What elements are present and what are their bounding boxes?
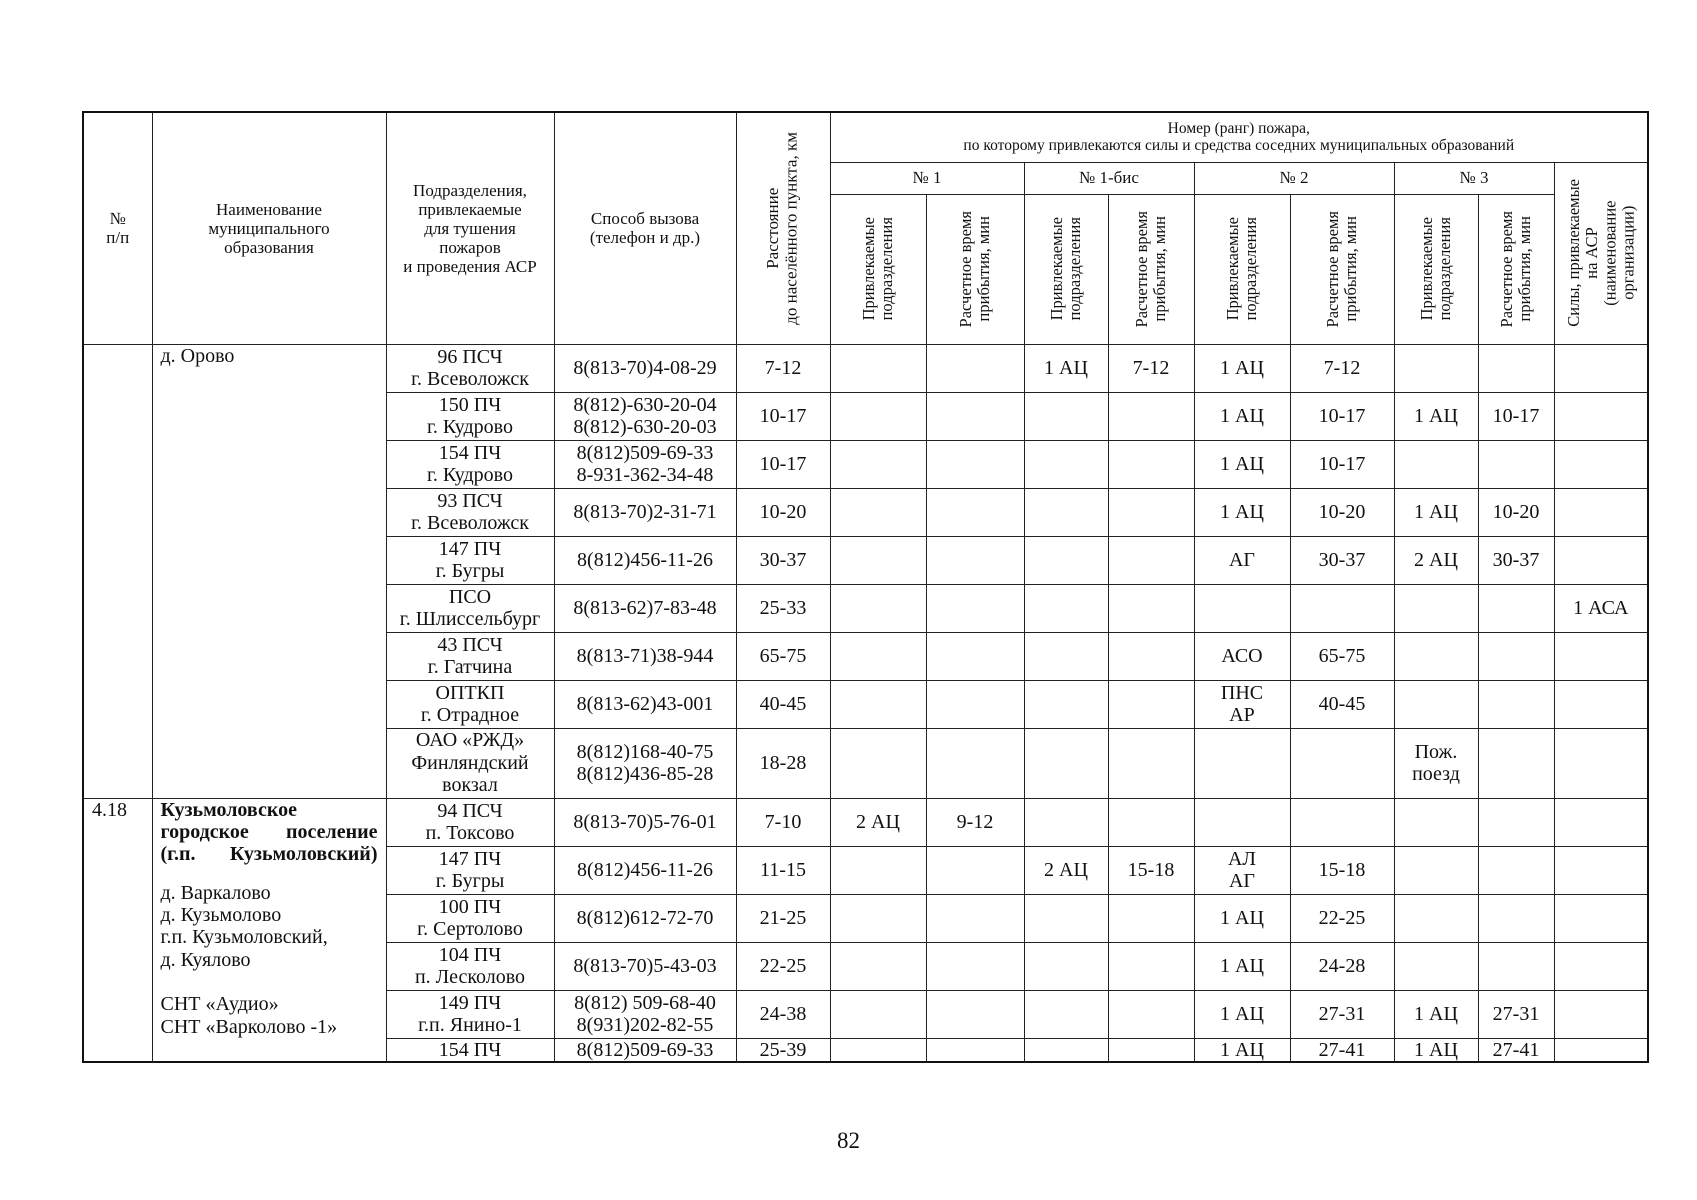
phone-cell: 8(812)-630-20-04 8(812)-630-20-03 bbox=[554, 392, 736, 440]
rank1-units-cell bbox=[830, 488, 926, 536]
rank1-units-cell bbox=[830, 632, 926, 680]
rank2-time-cell: 40-45 bbox=[1290, 680, 1394, 728]
unit-cell: 96 ПСЧ г. Всеволожск bbox=[386, 344, 554, 392]
phone-cell: 8(812)509-69-33 8-931-362-34-48 bbox=[554, 440, 736, 488]
rank1bis-units-cell bbox=[1024, 536, 1108, 584]
rank2-time-cell: 22-25 bbox=[1290, 894, 1394, 942]
rank1-time-cell bbox=[926, 894, 1024, 942]
rank2-units-cell: 1 АЦ bbox=[1194, 942, 1290, 990]
rank1-time-cell bbox=[926, 680, 1024, 728]
rank3-time-cell bbox=[1478, 680, 1554, 728]
rank1bis-time-cell bbox=[1108, 728, 1194, 798]
rank2-units-cell: 1 АЦ bbox=[1194, 392, 1290, 440]
asr-forces-cell bbox=[1554, 990, 1648, 1038]
rank3-time-cell: 27-41 bbox=[1478, 1038, 1554, 1062]
rank2-time-cell: 24-28 bbox=[1290, 942, 1394, 990]
rank1bis-time-cell bbox=[1108, 990, 1194, 1038]
header-rank-3: № 3 bbox=[1394, 162, 1554, 194]
row-number: 4.18 bbox=[83, 798, 152, 1062]
municipality-cell bbox=[152, 344, 386, 798]
phone-cell: 8(812)456-11-26 bbox=[554, 846, 736, 894]
rank1bis-time-cell: 15-18 bbox=[1108, 846, 1194, 894]
rank1-time-cell bbox=[926, 1038, 1024, 1062]
asr-forces-cell: 1 АСА bbox=[1554, 584, 1648, 632]
rank2-units-cell: 1 АЦ bbox=[1194, 1038, 1290, 1062]
distance-cell: 18-28 bbox=[736, 728, 830, 798]
rank2-time-cell bbox=[1290, 798, 1394, 846]
rank3-time-cell bbox=[1478, 942, 1554, 990]
rank2-units-cell: 1 АЦ bbox=[1194, 488, 1290, 536]
unit-cell: 154 ПЧ г. Кудрово bbox=[386, 440, 554, 488]
rank2-time-cell: 10-17 bbox=[1290, 392, 1394, 440]
rank3-units-cell: Пож. поезд bbox=[1394, 728, 1478, 798]
rank3-time-cell bbox=[1478, 584, 1554, 632]
rank1-units-cell bbox=[830, 846, 926, 894]
rank3-time-cell: 10-17 bbox=[1478, 392, 1554, 440]
unit-cell: ОПТКП г. Отрадное bbox=[386, 680, 554, 728]
unit-cell: 154 ПЧ bbox=[386, 1038, 554, 1062]
fire-forces-table bbox=[82, 111, 1649, 1063]
rank1bis-time-cell bbox=[1108, 1038, 1194, 1062]
rank1-units-cell bbox=[830, 728, 926, 798]
rank3-units-cell: 1 АЦ bbox=[1394, 488, 1478, 536]
row-number-empty bbox=[83, 344, 152, 798]
rank3-units-cell: 1 АЦ bbox=[1394, 392, 1478, 440]
rank1bis-time-cell bbox=[1108, 440, 1194, 488]
table-row bbox=[83, 798, 1648, 846]
rank3-time-cell: 27-31 bbox=[1478, 990, 1554, 1038]
rank1-units-cell bbox=[830, 990, 926, 1038]
header-rank1bis-units: Привлекаемые подразделения bbox=[1024, 194, 1108, 344]
rank1bis-units-cell bbox=[1024, 440, 1108, 488]
phone-cell: 8(812)456-11-26 bbox=[554, 536, 736, 584]
rank1bis-units-cell bbox=[1024, 680, 1108, 728]
rank1-time-cell bbox=[926, 990, 1024, 1038]
phone-cell: 8(813-70)2-31-71 bbox=[554, 488, 736, 536]
settlement-list: д. Варкалово д. Кузьмолово г.п. Кузьмоловский, д. Куялово bbox=[160, 881, 328, 971]
rank3-time-cell bbox=[1478, 728, 1554, 798]
rank1-time-cell bbox=[926, 846, 1024, 894]
rank1bis-time-cell bbox=[1108, 798, 1194, 846]
asr-forces-cell bbox=[1554, 942, 1648, 990]
rank1bis-units-cell bbox=[1024, 1038, 1108, 1062]
distance-cell: 25-33 bbox=[736, 584, 830, 632]
rank2-time-cell: 65-75 bbox=[1290, 632, 1394, 680]
header-asr-forces: Силы, привлекаемые на АСР (наименование организации) bbox=[1554, 162, 1648, 344]
distance-cell: 22-25 bbox=[736, 942, 830, 990]
rank1bis-time-cell bbox=[1108, 942, 1194, 990]
rank2-units-cell: АСО bbox=[1194, 632, 1290, 680]
header-call-method: Способ вызова (телефон и др.) bbox=[554, 112, 736, 344]
header-rank1-time: Расчетное время прибытия, мин bbox=[926, 194, 1024, 344]
asr-forces-cell bbox=[1554, 488, 1648, 536]
rank1-time-cell bbox=[926, 584, 1024, 632]
phone-cell: 8(813-62)7-83-48 bbox=[554, 584, 736, 632]
phone-cell: 8(813-70)5-76-01 bbox=[554, 798, 736, 846]
rank1-time-cell bbox=[926, 632, 1024, 680]
rank3-units-cell bbox=[1394, 440, 1478, 488]
rank1bis-time-cell bbox=[1108, 894, 1194, 942]
distance-cell: 30-37 bbox=[736, 536, 830, 584]
rank2-units-cell: АГ bbox=[1194, 536, 1290, 584]
rank1bis-time-cell bbox=[1108, 632, 1194, 680]
header-rank2-time: Расчетное время прибытия, мин bbox=[1290, 194, 1394, 344]
municipality-cell bbox=[152, 798, 386, 1062]
rank1bis-units-cell bbox=[1024, 728, 1108, 798]
rank2-time-cell: 10-20 bbox=[1290, 488, 1394, 536]
rank1-time-cell bbox=[926, 942, 1024, 990]
rank1-units-cell bbox=[830, 1038, 926, 1062]
rank3-units-cell bbox=[1394, 584, 1478, 632]
municipality-title: Кузьмоловское городское поселение (г.п. Кузьмоловский) bbox=[160, 798, 378, 866]
rank2-units-cell: 1 АЦ bbox=[1194, 440, 1290, 488]
rank3-time-cell bbox=[1478, 798, 1554, 846]
rank2-time-cell: 27-41 bbox=[1290, 1038, 1394, 1062]
asr-forces-cell bbox=[1554, 1038, 1648, 1062]
header-units: Подразделения, привлекаемые для тушения пожаров и проведения АСР bbox=[386, 112, 554, 344]
table-row bbox=[83, 344, 1648, 392]
asr-forces-cell bbox=[1554, 392, 1648, 440]
rank2-time-cell: 30-37 bbox=[1290, 536, 1394, 584]
rank2-time-cell: 15-18 bbox=[1290, 846, 1394, 894]
unit-cell: 147 ПЧ г. Бугры bbox=[386, 846, 554, 894]
unit-cell: 150 ПЧ г. Кудрово bbox=[386, 392, 554, 440]
rank1bis-time-cell bbox=[1108, 680, 1194, 728]
phone-cell: 8(812)168-40-75 8(812)436-85-28 bbox=[554, 728, 736, 798]
rank2-time-cell: 27-31 bbox=[1290, 990, 1394, 1038]
rank1-units-cell bbox=[830, 440, 926, 488]
rank1bis-units-cell: 2 АЦ bbox=[1024, 846, 1108, 894]
header-rank3-units: Привлекаемые подразделения bbox=[1394, 194, 1478, 344]
distance-cell: 10-17 bbox=[736, 440, 830, 488]
header-municipality: Наименование муниципального образования bbox=[152, 112, 386, 344]
rank1-units-cell bbox=[830, 680, 926, 728]
rank1bis-units-cell bbox=[1024, 488, 1108, 536]
rank3-units-cell: 2 АЦ bbox=[1394, 536, 1478, 584]
asr-forces-cell bbox=[1554, 344, 1648, 392]
rank1-time-cell bbox=[926, 728, 1024, 798]
rank1bis-units-cell bbox=[1024, 942, 1108, 990]
rank1-units-cell bbox=[830, 392, 926, 440]
rank3-time-cell bbox=[1478, 344, 1554, 392]
phone-cell: 8(813-70)4-08-29 bbox=[554, 344, 736, 392]
rank3-units-cell bbox=[1394, 894, 1478, 942]
rank1-units-cell bbox=[830, 894, 926, 942]
unit-cell: 94 ПСЧ п. Токсово bbox=[386, 798, 554, 846]
rank3-units-cell bbox=[1394, 680, 1478, 728]
rank2-time-cell bbox=[1290, 728, 1394, 798]
rank1bis-time-cell bbox=[1108, 488, 1194, 536]
distance-cell: 21-25 bbox=[736, 894, 830, 942]
rank3-units-cell bbox=[1394, 798, 1478, 846]
phone-cell: 8(813-70)5-43-03 bbox=[554, 942, 736, 990]
rank2-units-cell: 1 АЦ bbox=[1194, 894, 1290, 942]
distance-cell: 7-10 bbox=[736, 798, 830, 846]
rank3-time-cell: 30-37 bbox=[1478, 536, 1554, 584]
header-number: № п/п bbox=[83, 112, 152, 344]
asr-forces-cell bbox=[1554, 536, 1648, 584]
unit-cell: 149 ПЧ г.п. Янино-1 bbox=[386, 990, 554, 1038]
rank1bis-time-cell: 7-12 bbox=[1108, 344, 1194, 392]
rank2-time-cell: 10-17 bbox=[1290, 440, 1394, 488]
rank1bis-units-cell bbox=[1024, 990, 1108, 1038]
asr-forces-cell bbox=[1554, 680, 1648, 728]
distance-cell: 11-15 bbox=[736, 846, 830, 894]
phone-cell: 8(812)612-72-70 bbox=[554, 894, 736, 942]
header-rank-title: Номер (ранг) пожара, по которому привлекаются силы и средства соседних муниципальных образований bbox=[830, 112, 1648, 162]
rank3-time-cell: 10-20 bbox=[1478, 488, 1554, 536]
phone-cell: 8(813-71)38-944 bbox=[554, 632, 736, 680]
distance-cell: 10-17 bbox=[736, 392, 830, 440]
header-rank-1bis: № 1-бис bbox=[1024, 162, 1194, 194]
rank3-units-cell bbox=[1394, 846, 1478, 894]
unit-cell: ОАО «РЖД» Финляндский вокзал bbox=[386, 728, 554, 798]
rank1-time-cell bbox=[926, 440, 1024, 488]
rank1-units-cell bbox=[830, 584, 926, 632]
rank1bis-units-cell: 1 АЦ bbox=[1024, 344, 1108, 392]
distance-cell: 40-45 bbox=[736, 680, 830, 728]
rank1bis-time-cell bbox=[1108, 536, 1194, 584]
distance-cell: 7-12 bbox=[736, 344, 830, 392]
header-rank-2: № 2 bbox=[1194, 162, 1394, 194]
rank3-units-cell bbox=[1394, 942, 1478, 990]
unit-cell: 100 ПЧ г. Сертолово bbox=[386, 894, 554, 942]
page-number: 82 bbox=[837, 1128, 860, 1153]
rank3-time-cell bbox=[1478, 846, 1554, 894]
rank3-units-cell: 1 АЦ bbox=[1394, 1038, 1478, 1062]
header-rank3-time: Расчетное время прибытия, мин bbox=[1478, 194, 1554, 344]
rank2-time-cell bbox=[1290, 584, 1394, 632]
rank1bis-units-cell bbox=[1024, 584, 1108, 632]
unit-cell: 93 ПСЧ г. Всеволожск bbox=[386, 488, 554, 536]
distance-cell: 65-75 bbox=[736, 632, 830, 680]
rank1bis-time-cell bbox=[1108, 584, 1194, 632]
unit-cell: 104 ПЧ п. Лесколово bbox=[386, 942, 554, 990]
header-rank-1: № 1 bbox=[830, 162, 1024, 194]
rank2-units-cell bbox=[1194, 584, 1290, 632]
rank1-units-cell bbox=[830, 536, 926, 584]
rank2-units-cell: 1 АЦ bbox=[1194, 344, 1290, 392]
rank1-units-cell: 2 АЦ bbox=[830, 798, 926, 846]
asr-forces-cell bbox=[1554, 798, 1648, 846]
rank1bis-units-cell bbox=[1024, 632, 1108, 680]
asr-forces-cell bbox=[1554, 894, 1648, 942]
rank3-time-cell bbox=[1478, 440, 1554, 488]
rank3-units-cell bbox=[1394, 632, 1478, 680]
rank2-units-cell: 1 АЦ bbox=[1194, 990, 1290, 1038]
rank3-units-cell: 1 АЦ bbox=[1394, 990, 1478, 1038]
header-rank1bis-time: Расчетное время прибытия, мин bbox=[1108, 194, 1194, 344]
asr-forces-cell bbox=[1554, 846, 1648, 894]
rank1-time-cell bbox=[926, 488, 1024, 536]
rank1-time-cell: 9-12 bbox=[926, 798, 1024, 846]
rank2-units-cell: АЛ АГ bbox=[1194, 846, 1290, 894]
phone-cell: 8(812) 509-68-40 8(931)202-82-55 bbox=[554, 990, 736, 1038]
distance-cell: 10-20 bbox=[736, 488, 830, 536]
header-rank1-units: Привлекаемые подразделения bbox=[830, 194, 926, 344]
rank1bis-units-cell bbox=[1024, 798, 1108, 846]
asr-forces-cell bbox=[1554, 632, 1648, 680]
rank2-units-cell bbox=[1194, 798, 1290, 846]
phone-cell: 8(812)509-69-33 bbox=[554, 1038, 736, 1062]
rank3-time-cell bbox=[1478, 894, 1554, 942]
asr-forces-cell bbox=[1554, 440, 1648, 488]
municipality-name: д. Орово bbox=[160, 344, 235, 367]
phone-cell: 8(813-62)43-001 bbox=[554, 680, 736, 728]
distance-cell: 24-38 bbox=[736, 990, 830, 1038]
rank2-units-cell bbox=[1194, 728, 1290, 798]
asr-forces-cell bbox=[1554, 728, 1648, 798]
rank2-time-cell: 7-12 bbox=[1290, 344, 1394, 392]
distance-cell: 25-39 bbox=[736, 1038, 830, 1062]
header-rank2-units: Привлекаемые подразделения bbox=[1194, 194, 1290, 344]
rank1-time-cell bbox=[926, 344, 1024, 392]
snt-list: СНТ «Аудио» СНТ «Варколово -1» bbox=[160, 993, 338, 1038]
rank1-time-cell bbox=[926, 536, 1024, 584]
rank1bis-time-cell bbox=[1108, 392, 1194, 440]
unit-cell: ПСО г. Шлиссельбург bbox=[386, 584, 554, 632]
unit-cell: 43 ПСЧ г. Гатчина bbox=[386, 632, 554, 680]
rank3-units-cell bbox=[1394, 344, 1478, 392]
rank1-time-cell bbox=[926, 392, 1024, 440]
rank1-units-cell bbox=[830, 942, 926, 990]
rank1-units-cell bbox=[830, 344, 926, 392]
rank2-units-cell: ПНС АР bbox=[1194, 680, 1290, 728]
rank1bis-units-cell bbox=[1024, 894, 1108, 942]
header-distance: Расстояние до населённого пункта, км bbox=[736, 112, 830, 344]
unit-cell: 147 ПЧ г. Бугры bbox=[386, 536, 554, 584]
rank3-time-cell bbox=[1478, 632, 1554, 680]
rank1bis-units-cell bbox=[1024, 392, 1108, 440]
